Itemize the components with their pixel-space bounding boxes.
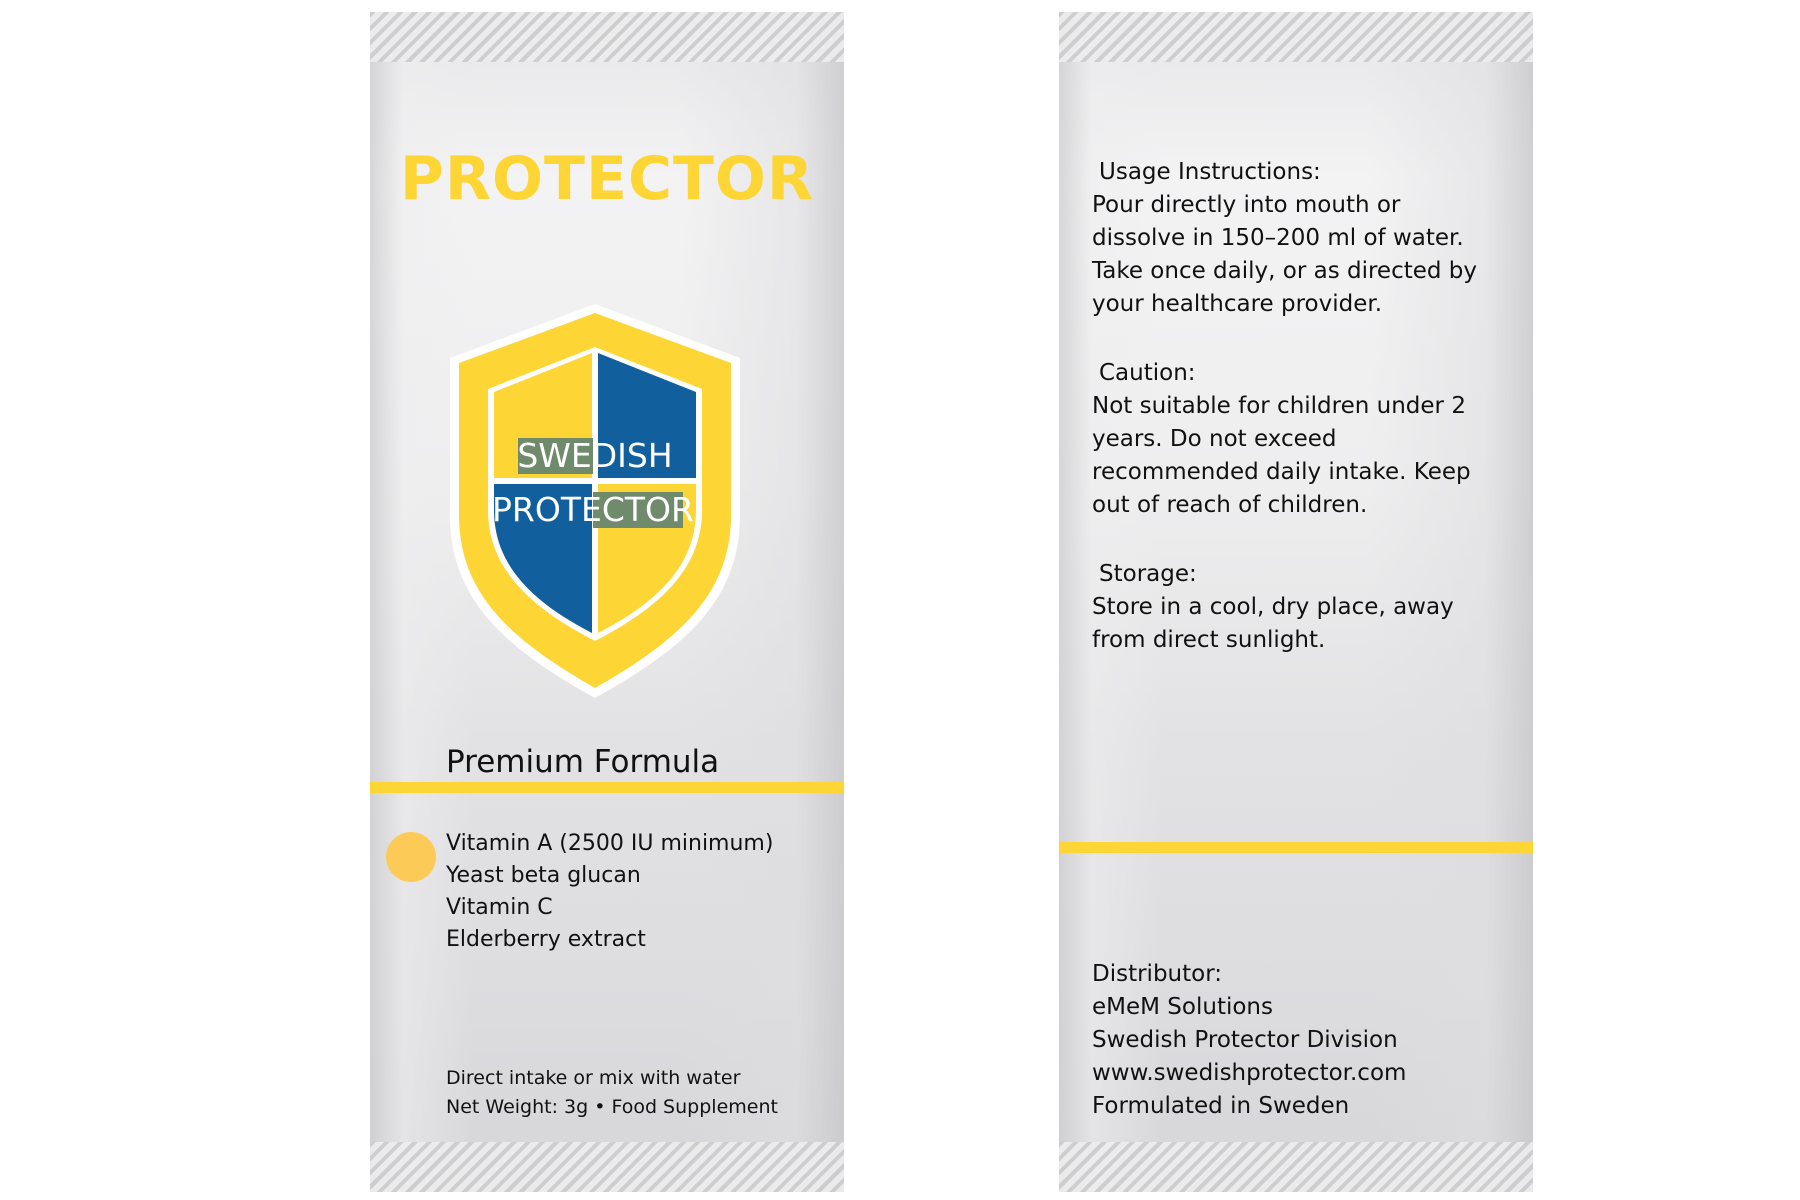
- usage-section: [1092, 156, 1512, 321]
- distributor-section: [1092, 958, 1512, 1123]
- distributor-line: Formulated in Sweden: [1092, 1093, 1350, 1119]
- footnote-line: Net Weight: 3g • Food Supplement: [446, 1096, 778, 1118]
- yellow-divider: [370, 782, 844, 793]
- sachet-front: [370, 12, 844, 1192]
- caution-line: recommended daily intake. Keep: [1092, 459, 1471, 485]
- serrated-edge-bottom: [1059, 1142, 1533, 1192]
- serrated-edge-top: [370, 12, 844, 62]
- distributor-heading: Distributor:: [1092, 961, 1223, 987]
- storage-line: from direct sunlight.: [1092, 627, 1326, 653]
- distributor-line: Swedish Protector Division: [1092, 1027, 1398, 1053]
- sachet-back: [1059, 12, 1533, 1192]
- usage-line: dissolve in 150–200 ml of water.: [1092, 225, 1464, 251]
- distributor-url: www.swedishprotector.com: [1092, 1060, 1407, 1086]
- brand-title: PROTECTOR: [399, 144, 815, 214]
- caution-heading: Caution:: [1099, 360, 1196, 386]
- shield-text-line1: SWEDISH: [517, 436, 673, 475]
- usage-line: Pour directly into mouth or: [1092, 192, 1401, 218]
- bullet-dot-icon: [386, 832, 436, 882]
- distributor-line: eMeM Solutions: [1092, 994, 1273, 1020]
- caution-line: out of reach of children.: [1092, 492, 1368, 518]
- ingredient-item: Elderberry extract: [446, 927, 646, 952]
- caution-section: [1092, 357, 1512, 522]
- subtitle: Premium Formula: [446, 744, 720, 780]
- shield-text-line2: PROTECTOR: [492, 490, 694, 529]
- ingredient-item: Vitamin C: [446, 895, 553, 920]
- yellow-divider: [1059, 842, 1533, 853]
- ingredient-item: Vitamin A (2500 IU minimum): [446, 831, 774, 856]
- storage-heading: Storage:: [1099, 561, 1197, 587]
- serrated-edge-top: [1059, 12, 1533, 62]
- footnote-line: Direct intake or mix with water: [446, 1067, 741, 1089]
- usage-line: your healthcare provider.: [1092, 291, 1383, 317]
- footnote: [446, 1064, 778, 1122]
- ingredient-item: Yeast beta glucan: [446, 863, 641, 888]
- storage-line: Store in a cool, dry place, away: [1092, 594, 1454, 620]
- usage-line: Take once daily, or as directed by: [1092, 258, 1478, 284]
- ingredient-list: [446, 828, 773, 956]
- usage-heading: Usage Instructions:: [1099, 159, 1321, 185]
- serrated-edge-bottom: [370, 1142, 844, 1192]
- shield-logo: [425, 300, 765, 700]
- caution-line: Not suitable for children under 2: [1092, 393, 1466, 419]
- shield-icon: [425, 300, 765, 700]
- storage-section: [1092, 558, 1512, 657]
- caution-line: years. Do not exceed: [1092, 426, 1337, 452]
